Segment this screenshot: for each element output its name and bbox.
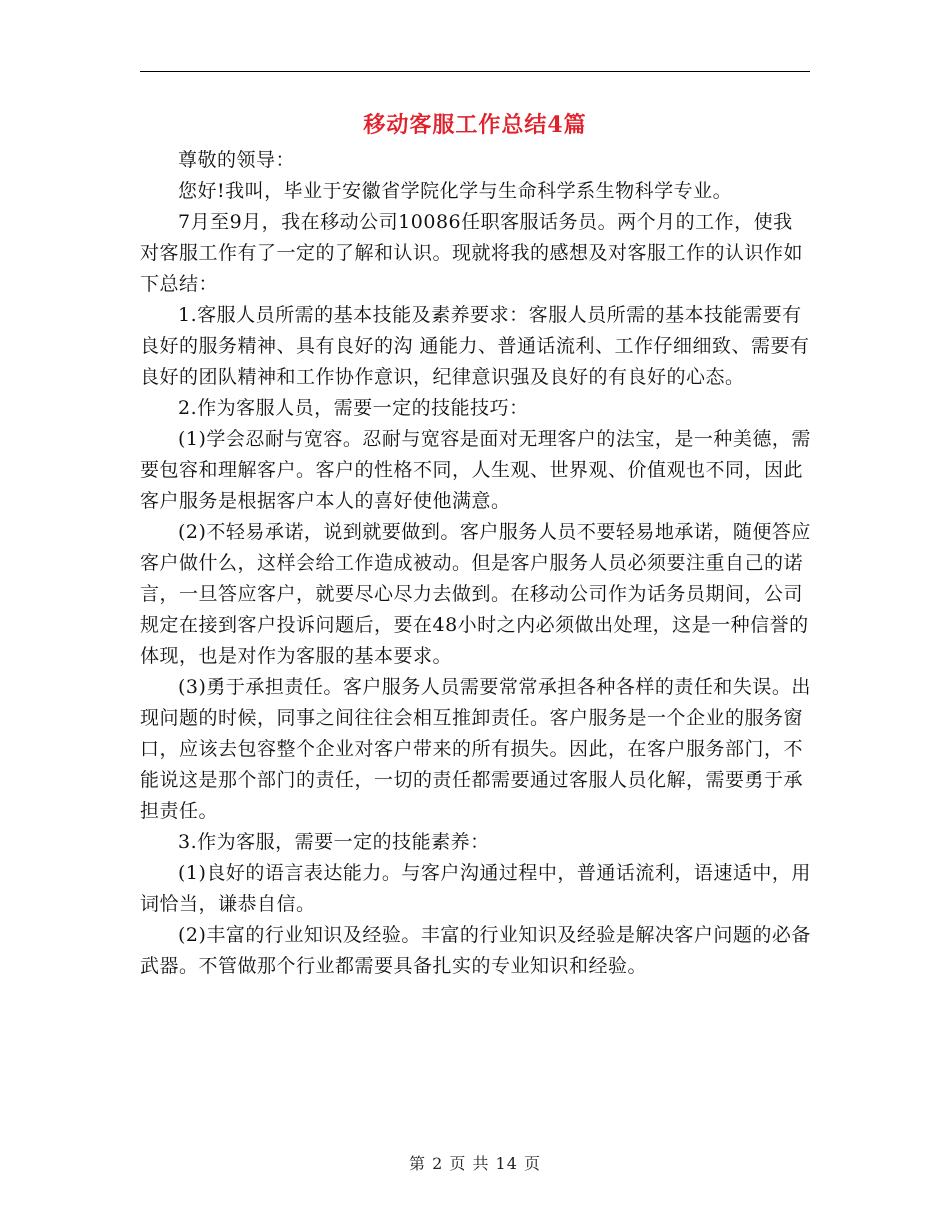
paragraph-point-2-heading: 2.作为客服人员，需要一定的技能技巧： — [178, 397, 529, 419]
paragraph-point-1: 1.客服人员所需的基本技能及素养要求：客服人员所需的基本技能需要有良好的服务精神、具有良好的沟 通能力、普通话流利、工作仔细细致、需要有良好的团队精神和工作协作意识，纪律意识强及良好的有良好的心态。 — [140, 304, 810, 388]
paragraph-salutation: 尊敬的领导： — [178, 149, 296, 171]
paragraph-point-3-2: (2)丰富的行业知识及经验。丰富的行业知识及经验是解决客户问题的必备武器。不管做那个行业都需要具备扎实的专业知识和经验。 — [140, 924, 811, 977]
header-rule — [140, 71, 810, 72]
paragraph-point-2-1: (1)学会忍耐与宽容。忍耐与宽容是面对无理客户的法宝，是一种美德，需要包容和理解客户。客户的性格不同，人生观、世界观、价值观也不同，因此客户服务是根据客户本人的喜好使他满意。 — [140, 428, 811, 512]
paragraph-point-2-3: (3)勇于承担责任。客户服务人员需要常常承担各种各样的责任和失误。出现问题的时候，同事之间往往会相互推卸责任。客户服务是一个企业的服务窗口，应该去包容整个企业对客户带来的所有损失。因此，在客户服务部门，不能说这是那个部门的责任，一切的责任都需要通过客服人员化解，需要勇于承担责任。 — [140, 676, 811, 822]
paragraph-intro: 7月至9月，我在移动公司10086任职客服话务员。两个月的工作，使我对客服工作有了一定的了解和认识。现就将我的感想及对客服工作的认识作如下总结： — [140, 211, 804, 295]
paragraph-point-3-1: (1)良好的语言表达能力。与客户沟通过程中，普通话流利，语速适中，用词恰当，谦恭自信。 — [140, 862, 811, 915]
document-title: 移动客服工作总结4篇 — [363, 112, 587, 138]
paragraph-greeting: 您好!我叫，毕业于安徽省学院化学与生命科学系生物科学专业。 — [178, 180, 733, 202]
document-body — [140, 145, 812, 982]
paragraph-point-3-heading: 3.作为客服，需要一定的技能素养： — [178, 831, 490, 853]
page-number: 第 2 页 共 14 页 — [409, 1154, 541, 1173]
paragraph-point-2-2: (2)不轻易承诺，说到就要做到。客户服务人员不要轻易地承诺，随便答应客户做什么，这样会给工作造成被动。但是客户服务人员必须要注重自己的诺言，一旦答应客户，就要尽心尽力去做到。在移动公司作为话务员期间，公司规定在接到客户投诉问题后，要在48小时之内必须做出处理，这是一种信誉的体现，也是对作为客服的基本要求。 — [140, 521, 811, 667]
